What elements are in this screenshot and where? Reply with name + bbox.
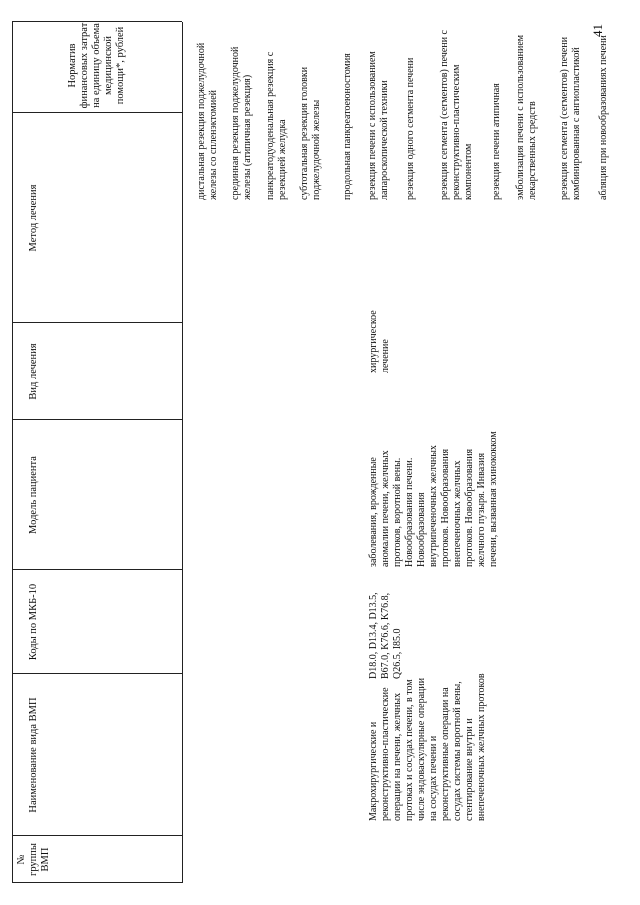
method-item-prev: субтотальная резекция головки поджелудочной железы <box>299 66 322 200</box>
method-item: абляция при новообразованиях печени <box>598 35 609 200</box>
column-border <box>12 322 182 323</box>
method-item: резекция печени с использованием лапароскопической техники <box>367 51 390 200</box>
header-group-no: № группы ВМП <box>16 843 51 876</box>
method-item: резекция печени атипичная <box>491 83 502 200</box>
header-method: Метод лечения <box>28 184 39 252</box>
cell-patient-model: заболевания, врожденные аномалии печени, желчных протоков, воротной вены. Новообразования печени. Новообразования внутрипеченочных желчных протоков. Новообразования внепеченочных желчных протоков. Новообразования желчного пузыря. Инвазия печени, вызванная эхинококком <box>368 431 499 567</box>
header-treatment-type: Вид лечения <box>28 343 39 400</box>
method-item: резекция одного сегмента печени <box>405 57 416 200</box>
method-item-prev: срединная резекция поджелудочной железы (атипичная резекция) <box>230 46 253 200</box>
header-vmp-name: Наименование вида ВМП <box>28 697 39 813</box>
cell-vmp-name: Макрохирургические и реконструктивно-пластические операции на печени, желчных протоках и сосудах печени, в том числе эндоваскулярные операции на сосудах печени и реконструктивные операции на сосудах системы воротной вены, стентирование внутри и внепеченочных желчных протоков <box>368 673 487 821</box>
table-top-border <box>12 22 13 883</box>
column-border <box>12 835 182 836</box>
method-item: эмболизация печени с использованием лекарственных средств <box>515 34 538 200</box>
column-border <box>12 112 182 113</box>
header-norm: Норматив финансовых затрат на единицу объема медицинской помощи*, рублей <box>67 22 126 109</box>
method-item-prev: продольная панкреатоеюностомия <box>342 53 353 200</box>
column-border <box>12 882 182 883</box>
column-border <box>12 673 182 674</box>
method-item: резекция сегмента (сегментов) печени с реконструктивно-пластическим компонентом <box>439 30 474 200</box>
header-bottom-border <box>182 22 183 883</box>
method-item: резекция сегмента (сегментов) печени комбинированная с ангиопластикой <box>559 36 582 200</box>
header-patient-model: Модель пациента <box>28 456 39 534</box>
page-number: 41 <box>590 24 605 37</box>
cell-mkb-codes: D18.0, D13.4, D13.5, B67.0, K76.6, K76.8, Q26.5, I85.0 <box>368 592 403 679</box>
method-item-prev: панкреатодуоденальная резекция с резекцией желудка <box>265 51 288 200</box>
method-item-prev: дистальная резекция поджелудочной железы со спленэктомией <box>196 42 219 200</box>
cell-treatment-type: хирургическое лечение <box>368 310 391 373</box>
column-border <box>12 419 182 420</box>
column-border <box>12 569 182 570</box>
header-mkb-codes: Коды по МКБ-10 <box>28 583 39 661</box>
